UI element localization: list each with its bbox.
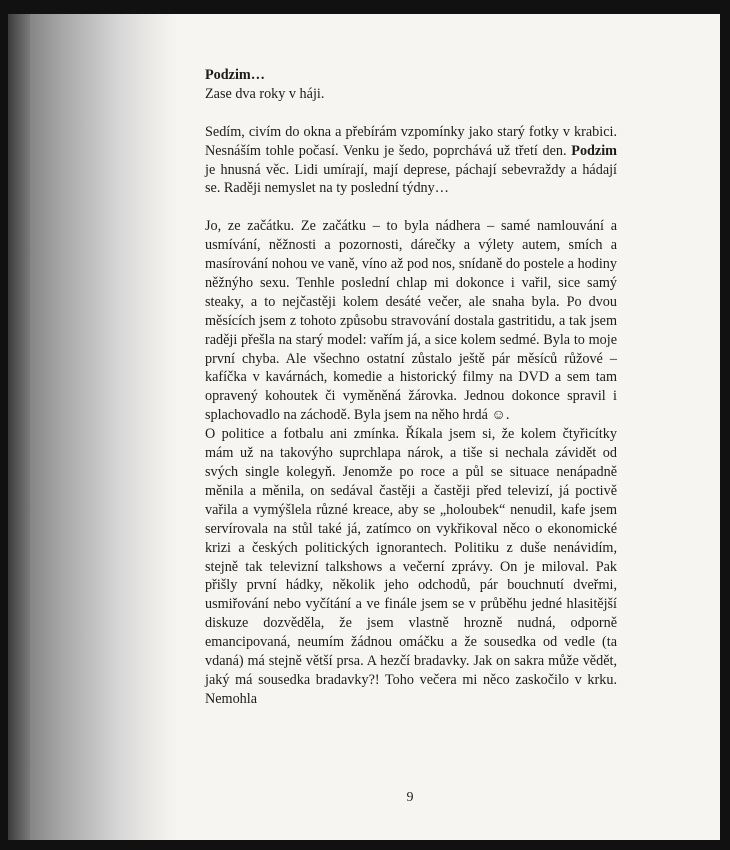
paragraph-3: O politice a fotbalu ani zmínka. Říkala jsem si, že kolem čtyřicítky mám už na takovýho suprchlapa nárok, a tiše si nechala závidět od svých single kolegyň. Jenomže po roce a půl se situace nenápadně měnila a měnila, on sedával častěji a častěji před televizí, já poctivě vařila a vymýšlela různé kreace, aby se „holoubek“ nenudil, kafe jsem servírovala na stůl také já, zatímco on vykřikoval něco o ekonomické krizi a českých politických ignorantech. Politiku z duše nenávidím, stejně tak televizní talkshows a večerní zprávy. On je miloval. Pak přišly první hádky, několik jeho odchodů, pár bouchnutí dveřmi, usmiřování nebo vyčítání a ve finále jsem se v průběhu jedné hlasitější diskuze dozvěděla, že jsem vlastně hrozně nudná, odporně emancipovaná, neumím žádnou omáčku a že sousedka od vedle (ta vdaná) má stejně větší prsa. A hezčí bradavky. Jak on sakra může vědět, jaký má sousedka bradavky?! Toho večera mi něco zaskočilo v krku. Nemohla xyxy=(205,426,617,707)
paragraph-2: Jo, ze začátku. Ze začátku – to byla nádhera – samé namlouvání a usmívání, něžnosti a pozornosti, dárečky a výlety autem, smích a masírování nohou ve vaně, víno až pod nos, snídaně do postele a hodiny něžnýho sexu. Tenhle poslední chlap mi dokonce i vařil, sice samý steaky, a to nejčastěji kolem desáté večer, ale snaha byla. Po dvou měsících jsem z tohoto způsobu stravování dostala gastritidu, a tak jsem raději přešla na starý model: vařím já, a sice kolem sedmé. Byla to moje první chyba. Ale všechno ostatní zůstalo ještě pár měsíců růžové – kafíčka v kavárnách, komedie a historický filmy na DVD a sem tam opravený kohoutek či vyměněná žárovka. Jednou dokonce spravil i splachovadlo na záchodě. Byla jsem na něho hrdá ☺. xyxy=(205,218,617,424)
paragraph-gap xyxy=(205,198,617,217)
page-edge-shadow xyxy=(8,14,30,840)
chapter-subheading: Zase dva roky v háji. xyxy=(205,85,325,102)
paragraph-gap xyxy=(205,104,617,123)
chapter-heading: Podzim… xyxy=(205,67,265,83)
book-page xyxy=(8,14,720,840)
text-block xyxy=(205,66,617,709)
paragraph-1-part-a: Sedím, civím do okna a přebírám vzpomínky jako starý fotky v krabici. Nesnáším tohle počasí. Venku je šedo, poprchává už třetí den. xyxy=(205,123,617,159)
paragraph-1-bold: Podzim xyxy=(571,142,617,159)
paragraph-1 xyxy=(205,123,617,199)
paragraph-1-part-b: je hnusná věc. Lidi umírají, mají deprese, páchají sebevraždy a hádají se. Raději nemyslet na ty poslední týdny… xyxy=(205,161,617,197)
gutter-shadow xyxy=(8,14,178,840)
page-number: 9 xyxy=(406,790,414,805)
